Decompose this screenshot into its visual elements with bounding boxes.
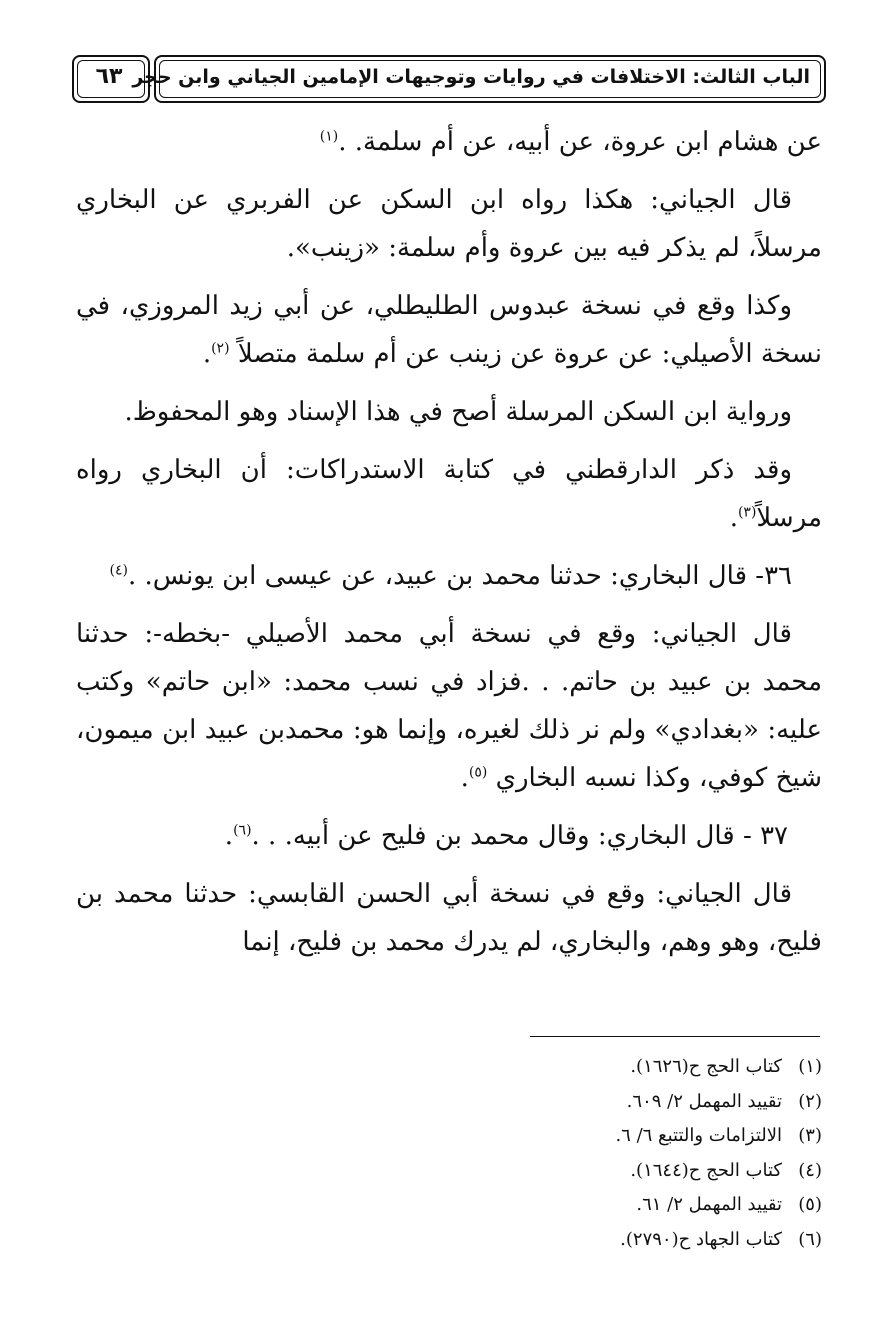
paragraph-1 [76,118,822,166]
paragraph-8 [76,812,822,860]
chapter-title: الباب الثالث: الاختلافات في روايات وتوجيهات الإمامين الجياني وابن حجر [132,66,810,88]
paragraph-text: ٣٧ - قال البخاري: وقال محمد بن فليح عن أبيه. . . [251,821,788,851]
paragraph-text: وقد ذكر الدارقطني في كتابة الاستدراكات: أن البخاري رواه مرسلاً [76,455,822,533]
page-header [72,55,824,105]
footnote-ref: (٥) [468,764,488,781]
footnote-ref: (٣) [737,504,757,521]
paragraph-end: . [224,821,234,851]
paragraph-3 [76,282,822,378]
paragraph-2 [76,176,822,272]
footnote-text: كتاب الحج ح(١٦٤٤). [630,1159,782,1181]
footnote-number: (١) [798,1056,822,1077]
footnote-number: (٣) [798,1125,822,1146]
paragraph-end: . [202,339,212,369]
footnote-number: (٢) [798,1090,822,1112]
paragraph-text: قال الجياني: وقع في نسخة أبي الحسن القابسي: حدثنا محمد بن فليح، وهو وهم، والبخاري، لم يدرك محمد بن فليح، إنما [76,879,822,957]
paragraph-9 [76,870,822,966]
paragraph-7 [76,610,822,802]
paragraph-4 [76,388,822,436]
main-text [76,118,822,976]
footnote-ref: (١) [319,128,339,145]
paragraph-text: ورواية ابن السكن المرسلة أصح في هذا الإسناد وهو المحفوظ. [124,397,792,427]
footnote-item [76,1119,822,1154]
footnote-number: (٤) [798,1159,822,1181]
paragraph-text: قال الجياني: هكذا رواه ابن السكن عن الفربري عن البخاري مرسلاً، لم يذكر فيه بين عروة وأم سلمة: «زينب». [76,185,822,263]
page-number: ٦٣ [95,64,123,89]
footnote-ref: (٤) [109,562,128,579]
paragraph-text: وكذا وقع في نسخة عبدوس الطليطلي، عن أبي زيد المروزي، في نسخة الأصيلي: عن عروة عن زينب عن أم سلمة متصلاً [76,291,822,369]
footnote-text: الالتزامات والتتبع ٦/ ٦. [615,1125,782,1146]
footnote-item [76,1188,822,1223]
footnote-separator [530,1036,820,1037]
paragraph-end: . [729,503,738,533]
footnote-text: تقييد المهمل ٢/ ٦٠٩. [626,1090,782,1112]
paragraph-text: قال الجياني: وقع في نسخة أبي محمد الأصيلي -بخطه-: حدثنا محمد بن عبيد بن حاتم. . .فزاد في نسب محمد: «ابن حاتم» وكتب عليه: «بغدادي» ولم نر ذلك لغيره، وإنما هو: محمدبن عبيد ابن ميمون، شيخ كوفي، وكذا نسبه البخاري [76,619,822,793]
footnote-item [76,1085,822,1120]
paragraph-text: عن هشام ابن عروة، عن أبيه، عن أم سلمة. . [338,127,822,157]
footnote-item [76,1154,822,1189]
footnote-item [76,1223,822,1258]
paragraph-6 [76,552,822,600]
paragraph-end: . [460,763,469,793]
footnote-text: تقييد المهمل ٢/ ٦١. [636,1194,782,1215]
footnote-ref: (٦) [233,822,252,839]
footnote-number: (٥) [798,1194,822,1215]
footnote-text: كتاب الحج ح(١٦٢٦). [630,1056,782,1077]
footnote-text: كتاب الجهاد ح(٢٧٩٠). [620,1228,782,1250]
paragraph-text: ٣٦- قال البخاري: حدثنا محمد بن عبيد، عن عيسى ابن يونس. . [128,561,792,591]
footnote-item [76,1050,822,1085]
paragraph-5 [76,446,822,542]
footnote-ref: (٢) [211,340,230,357]
footnote-number: (٦) [798,1228,822,1250]
footnotes [76,1050,822,1257]
